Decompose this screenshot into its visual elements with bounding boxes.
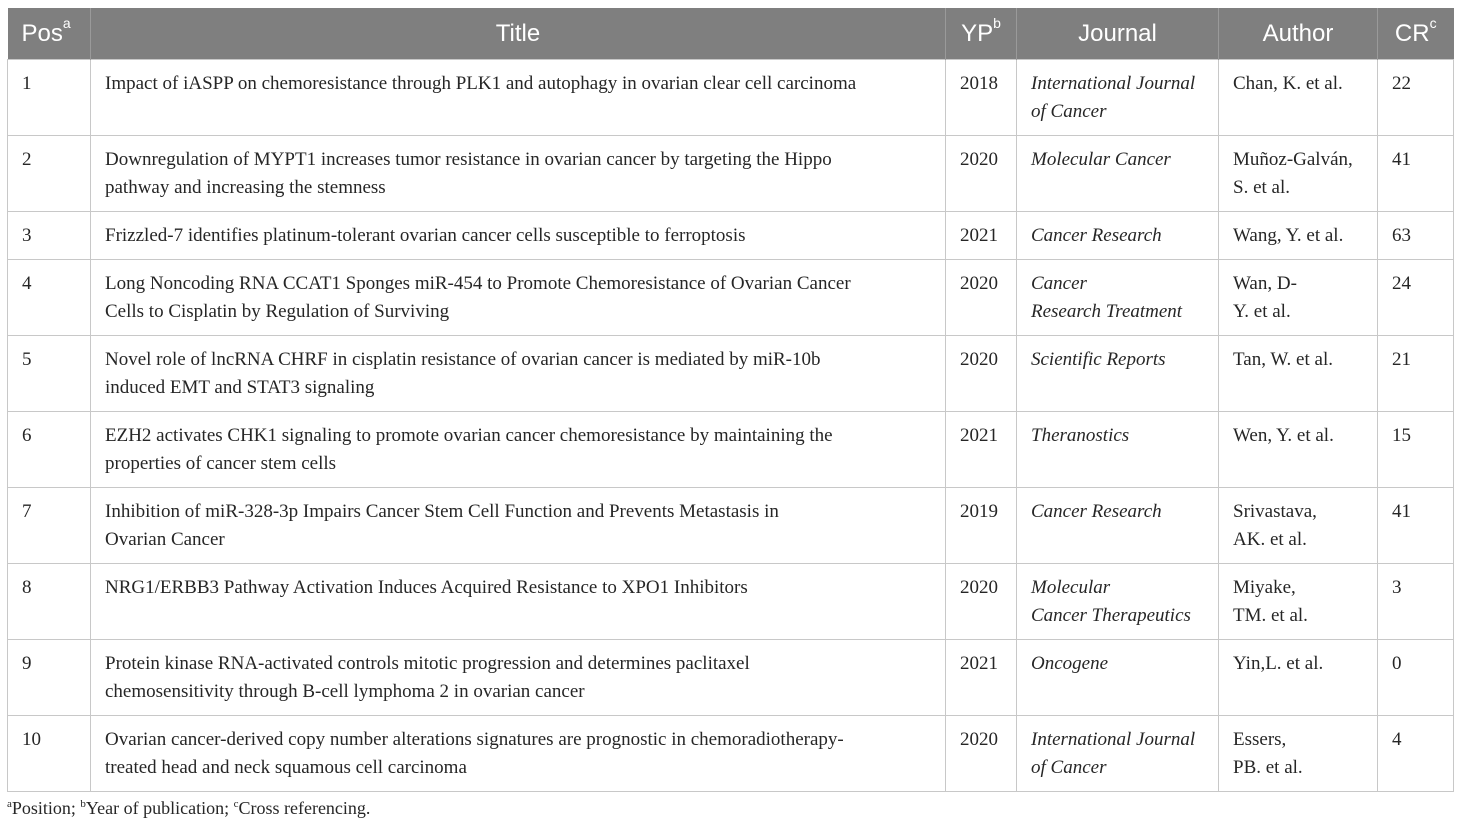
cell-pos: 4 (8, 260, 91, 336)
cell-cr: 0 (1378, 640, 1454, 716)
journal-line: Theranostics (1031, 425, 1130, 446)
cell-year: 2020 (946, 336, 1017, 412)
author-line: Wan, D- (1233, 273, 1297, 294)
title-line: Impact of iASPP on chemoresistance through PLK1 and autophagy in ovarian clear cell carcinoma (105, 73, 857, 94)
cell-title (91, 564, 946, 640)
cell-journal (1017, 564, 1219, 640)
author-line: Tan, W. et al. (1233, 349, 1333, 370)
journal-line: Oncogene (1031, 653, 1109, 674)
cell-year: 2020 (946, 260, 1017, 336)
author-line: S. et al. (1233, 177, 1290, 198)
title-line: pathway and increasing the stemness (105, 177, 386, 198)
cell-pos: 8 (8, 564, 91, 640)
cell-pos: 1 (8, 60, 91, 136)
title-line: Inhibition of miR-328-3p Impairs Cancer Stem Cell Function and Prevents Metastasis in (105, 501, 779, 522)
author-line: TM. et al. (1233, 605, 1308, 626)
cell-title (91, 716, 946, 792)
cell-journal (1017, 136, 1219, 212)
cell-author (1219, 260, 1378, 336)
cell-title (91, 488, 946, 564)
cell-title (91, 212, 946, 260)
table-row (8, 412, 1454, 488)
cell-author (1219, 60, 1378, 136)
cell-pos: 7 (8, 488, 91, 564)
publications-table (7, 8, 1454, 792)
table-row (8, 136, 1454, 212)
author-line: Yin,L. et al. (1233, 653, 1324, 674)
cell-pos: 10 (8, 716, 91, 792)
header-author: Author (1219, 8, 1378, 60)
table-row (8, 488, 1454, 564)
table-row (8, 564, 1454, 640)
table-row (8, 716, 1454, 792)
author-line: Srivastava, (1233, 501, 1317, 522)
header-journal: Journal (1017, 8, 1219, 60)
author-line: Essers, (1233, 729, 1287, 750)
journal-line: International Journal (1031, 73, 1196, 94)
title-line: Novel role of lncRNA CHRF in cisplatin resistance of ovarian cancer is mediated by miR-10b (105, 349, 821, 370)
cell-cr: 3 (1378, 564, 1454, 640)
cell-year: 2018 (946, 60, 1017, 136)
title-line: Protein kinase RNA-activated controls mitotic progression and determines paclitaxel (105, 653, 750, 674)
header-pos: Pos$^a$ (8, 8, 91, 60)
cell-title (91, 640, 946, 716)
author-line: PB. et al. (1233, 757, 1303, 778)
table-row (8, 212, 1454, 260)
cell-author (1219, 136, 1378, 212)
cell-cr: 41 (1378, 136, 1454, 212)
cell-year: 2021 (946, 412, 1017, 488)
header-cr: $CR^c$ (1378, 8, 1454, 60)
cell-journal (1017, 60, 1219, 136)
title-line: NRG1/ERBB3 Pathway Activation Induces Acquired Resistance to XPO1 Inhibitors (105, 577, 748, 598)
header-title: Title (91, 8, 946, 60)
journal-line: of Cancer (1031, 757, 1107, 778)
cell-year: 2019 (946, 488, 1017, 564)
journal-line: of Cancer (1031, 101, 1107, 122)
journal-line: Research Treatment (1031, 301, 1183, 322)
header-yp: $YP^b$ (946, 8, 1017, 60)
title-line: Cells to Cisplatin by Regulation of Surviving (105, 301, 450, 322)
journal-line: Cancer (1031, 273, 1087, 294)
cell-pos: 6 (8, 412, 91, 488)
cell-cr: 22 (1378, 60, 1454, 136)
cell-pos: 2 (8, 136, 91, 212)
author-line: AK. et al. (1233, 529, 1307, 550)
cell-title (91, 412, 946, 488)
cell-journal (1017, 412, 1219, 488)
author-line: Miyake, (1233, 577, 1296, 598)
cell-journal (1017, 260, 1219, 336)
journal-line: Scientific Reports (1031, 349, 1166, 370)
cell-cr: 63 (1378, 212, 1454, 260)
cell-title (91, 260, 946, 336)
title-line: chemosensitivity through B-cell lymphoma 2 in ovarian cancer (105, 681, 585, 702)
journal-line: Cancer Therapeutics (1031, 605, 1191, 626)
cell-year: 2021 (946, 640, 1017, 716)
cell-pos: 9 (8, 640, 91, 716)
title-line: properties of cancer stem cells (105, 453, 337, 474)
journal-line: International Journal (1031, 729, 1196, 750)
author-line: Muñoz-Galván, (1233, 149, 1353, 170)
cell-author (1219, 716, 1378, 792)
table-body (8, 60, 1454, 792)
cell-journal (1017, 488, 1219, 564)
title-line: induced EMT and STAT3 signaling (105, 377, 375, 398)
title-line: Frizzled-7 identifies platinum-tolerant ovarian cancer cells susceptible to ferroptosis (105, 225, 746, 246)
table-row (8, 336, 1454, 412)
cell-year: 2020 (946, 716, 1017, 792)
table-row (8, 640, 1454, 716)
cell-title (91, 60, 946, 136)
cell-title (91, 136, 946, 212)
cell-author (1219, 412, 1378, 488)
author-line: Wang, Y. et al. (1233, 225, 1344, 246)
cell-year: 2021 (946, 212, 1017, 260)
cell-author (1219, 212, 1378, 260)
cell-author (1219, 336, 1378, 412)
table-footnote: $^a$Position; $^b$Year of publication; $^c$Cross referencing. (7, 798, 371, 818)
author-line: Wen, Y. et al. (1233, 425, 1334, 446)
cell-cr: 4 (1378, 716, 1454, 792)
cell-author (1219, 488, 1378, 564)
cell-cr: 15 (1378, 412, 1454, 488)
cell-journal (1017, 640, 1219, 716)
cell-title (91, 336, 946, 412)
journal-line: Molecular Cancer (1031, 149, 1171, 170)
table-container (7, 8, 1453, 792)
author-line: Chan, K. et al. (1233, 73, 1343, 94)
title-line: EZH2 activates CHK1 signaling to promote ovarian cancer chemoresistance by maintaining the (105, 425, 833, 446)
title-line: treated head and neck squamous cell carcinoma (105, 757, 467, 778)
journal-line: Cancer Research (1031, 501, 1162, 522)
cell-year: 2020 (946, 564, 1017, 640)
title-line: Ovarian cancer-derived copy number alterations signatures are prognostic in chemoradiotherapy- (105, 729, 844, 750)
table-row (8, 260, 1454, 336)
cell-journal (1017, 716, 1219, 792)
cell-author (1219, 564, 1378, 640)
title-line: Ovarian Cancer (105, 529, 225, 550)
journal-line: Molecular (1031, 577, 1111, 598)
title-line: Downregulation of MYPT1 increases tumor resistance in ovarian cancer by targeting the Hippo (105, 149, 832, 170)
title-line: Long Noncoding RNA CCAT1 Sponges miR-454 to Promote Chemoresistance of Ovarian Cancer (105, 273, 851, 294)
cell-journal (1017, 212, 1219, 260)
cell-year: 2020 (946, 136, 1017, 212)
cell-cr: 24 (1378, 260, 1454, 336)
journal-line: Cancer Research (1031, 225, 1162, 246)
header-row (8, 8, 1454, 60)
cell-pos: 5 (8, 336, 91, 412)
author-line: Y. et al. (1233, 301, 1291, 322)
cell-journal (1017, 336, 1219, 412)
cell-cr: 21 (1378, 336, 1454, 412)
table-row (8, 60, 1454, 136)
cell-pos: 3 (8, 212, 91, 260)
cell-cr: 41 (1378, 488, 1454, 564)
cell-author (1219, 640, 1378, 716)
